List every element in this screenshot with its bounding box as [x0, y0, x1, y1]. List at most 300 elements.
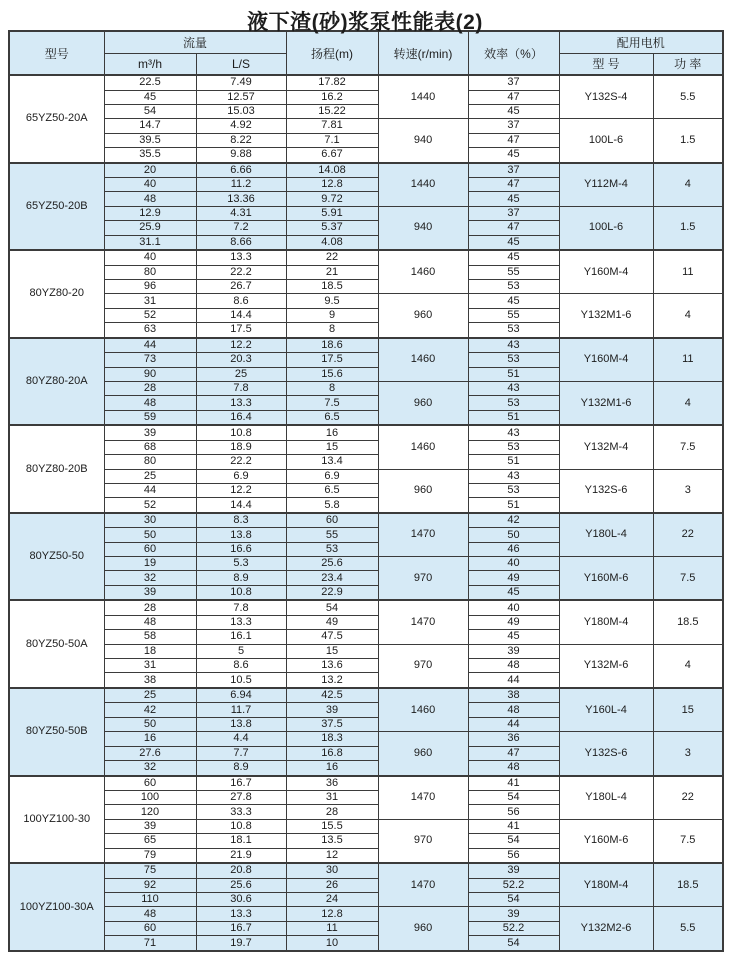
head-cell: 37.5 — [286, 717, 378, 731]
efficiency-cell: 45 — [468, 250, 559, 265]
flow-ls-cell: 16.6 — [196, 542, 286, 556]
head-cell: 15 — [286, 644, 378, 658]
flow-m3h-cell: 110 — [104, 892, 196, 906]
flow-m3h-cell: 42 — [104, 703, 196, 717]
head-cell: 24 — [286, 892, 378, 906]
efficiency-cell: 45 — [468, 148, 559, 163]
motor-power-cell: 4 — [653, 294, 723, 338]
flow-m3h-cell: 68 — [104, 440, 196, 454]
table-row — [9, 600, 723, 615]
speed-cell: 960 — [378, 732, 468, 776]
motor-power-cell: 15 — [653, 688, 723, 732]
motor-model-cell: Y132M-6 — [559, 644, 653, 688]
table-row — [9, 469, 723, 483]
head-cell: 12 — [286, 848, 378, 863]
motor-model-cell: Y160L-4 — [559, 688, 653, 732]
table-row — [9, 557, 723, 571]
efficiency-cell: 45 — [468, 585, 559, 600]
flow-ls-cell: 5.3 — [196, 557, 286, 571]
flow-m3h-cell: 38 — [104, 673, 196, 688]
efficiency-cell: 36 — [468, 732, 559, 746]
flow-ls-cell: 10.5 — [196, 673, 286, 688]
flow-ls-cell: 8.22 — [196, 133, 286, 147]
table-row — [9, 819, 723, 833]
efficiency-cell: 53 — [468, 323, 559, 338]
motor-power-cell: 1.5 — [653, 119, 723, 163]
flow-m3h-cell: 39 — [104, 425, 196, 440]
motor-model-cell: Y180L-4 — [559, 513, 653, 557]
table-row — [9, 644, 723, 658]
header-flow-ls: L/S — [196, 53, 286, 75]
flow-ls-cell: 18.1 — [196, 834, 286, 848]
head-cell: 15.5 — [286, 819, 378, 833]
flow-ls-cell: 14.4 — [196, 308, 286, 322]
efficiency-cell: 53 — [468, 483, 559, 497]
efficiency-cell: 47 — [468, 133, 559, 147]
motor-power-cell: 1.5 — [653, 206, 723, 250]
flow-m3h-cell: 39 — [104, 819, 196, 833]
head-cell: 15 — [286, 440, 378, 454]
head-cell: 15.6 — [286, 367, 378, 381]
flow-m3h-cell: 19 — [104, 557, 196, 571]
head-cell: 6.67 — [286, 148, 378, 163]
pump-model-cell: 80YZ80-20B — [9, 425, 104, 513]
head-cell: 5.91 — [286, 206, 378, 220]
motor-power-cell: 11 — [653, 250, 723, 294]
head-cell: 36 — [286, 776, 378, 791]
table-row — [9, 776, 723, 791]
flow-ls-cell: 8.9 — [196, 571, 286, 585]
pump-model-cell: 100YZ100-30 — [9, 776, 104, 864]
motor-model-cell: Y112M-4 — [559, 163, 653, 207]
motor-model-cell: Y160M-6 — [559, 557, 653, 601]
head-cell: 5.8 — [286, 498, 378, 513]
flow-ls-cell: 13.3 — [196, 250, 286, 265]
efficiency-cell: 45 — [468, 235, 559, 250]
efficiency-cell: 51 — [468, 455, 559, 469]
page-title: 液下渣(砂)浆泵性能表(2) — [247, 11, 483, 34]
flow-ls-cell: 12.2 — [196, 483, 286, 497]
head-cell: 55 — [286, 528, 378, 542]
head-cell: 9.5 — [286, 294, 378, 308]
head-cell: 7.5 — [286, 396, 378, 410]
flow-ls-cell: 16.4 — [196, 410, 286, 425]
flow-ls-cell: 5 — [196, 644, 286, 658]
table-row — [9, 381, 723, 395]
speed-cell: 1470 — [378, 863, 468, 907]
efficiency-cell: 56 — [468, 848, 559, 863]
flow-ls-cell: 16.1 — [196, 630, 286, 644]
head-cell: 13.6 — [286, 659, 378, 673]
header-efficiency: 效率（%） — [468, 31, 559, 75]
pump-performance-table — [8, 30, 724, 952]
speed-cell: 1460 — [378, 250, 468, 294]
motor-model-cell: 100L-6 — [559, 206, 653, 250]
pump-model-cell: 80YZ50-50A — [9, 600, 104, 688]
flow-m3h-cell: 40 — [104, 250, 196, 265]
motor-model-cell: Y160M-6 — [559, 819, 653, 863]
motor-model-cell: Y180M-4 — [559, 863, 653, 907]
header-motor: 配用电机 — [559, 31, 723, 53]
motor-power-cell: 7.5 — [653, 819, 723, 863]
head-cell: 16 — [286, 761, 378, 776]
head-cell: 13.4 — [286, 455, 378, 469]
head-cell: 8 — [286, 323, 378, 338]
head-cell: 7.81 — [286, 119, 378, 133]
table-row — [9, 425, 723, 440]
flow-ls-cell: 21.9 — [196, 848, 286, 863]
head-cell: 16.2 — [286, 90, 378, 104]
flow-m3h-cell: 60 — [104, 921, 196, 935]
table-row — [9, 513, 723, 528]
efficiency-cell: 51 — [468, 410, 559, 425]
head-cell: 53 — [286, 542, 378, 556]
pump-model-cell: 100YZ100-30A — [9, 863, 104, 951]
flow-m3h-cell: 96 — [104, 280, 196, 294]
motor-model-cell: Y132M1-6 — [559, 381, 653, 425]
flow-m3h-cell: 35.5 — [104, 148, 196, 163]
flow-ls-cell: 7.49 — [196, 75, 286, 90]
motor-model-cell: Y160M-4 — [559, 338, 653, 382]
head-cell: 28 — [286, 805, 378, 819]
flow-m3h-cell: 63 — [104, 323, 196, 338]
flow-m3h-cell: 27.6 — [104, 746, 196, 760]
efficiency-cell: 39 — [468, 863, 559, 878]
speed-cell: 940 — [378, 119, 468, 163]
flow-m3h-cell: 31 — [104, 659, 196, 673]
pump-model-cell: 80YZ80-20A — [9, 338, 104, 426]
flow-ls-cell: 7.8 — [196, 600, 286, 615]
head-cell: 17.5 — [286, 353, 378, 367]
motor-power-cell: 18.5 — [653, 863, 723, 907]
flow-ls-cell: 13.3 — [196, 396, 286, 410]
speed-cell: 1470 — [378, 513, 468, 557]
flow-ls-cell: 12.2 — [196, 338, 286, 353]
table-row — [9, 206, 723, 220]
efficiency-cell: 49 — [468, 615, 559, 629]
table-row — [9, 338, 723, 353]
flow-ls-cell: 25 — [196, 367, 286, 381]
flow-ls-cell: 16.7 — [196, 776, 286, 791]
speed-cell: 1440 — [378, 75, 468, 119]
efficiency-cell: 45 — [468, 192, 559, 206]
flow-m3h-cell: 14.7 — [104, 119, 196, 133]
flow-m3h-cell: 120 — [104, 805, 196, 819]
flow-m3h-cell: 48 — [104, 615, 196, 629]
flow-ls-cell: 13.8 — [196, 717, 286, 731]
head-cell: 6.5 — [286, 410, 378, 425]
head-cell: 30 — [286, 863, 378, 878]
header-head: 扬程(m) — [286, 31, 378, 75]
flow-ls-cell: 10.8 — [196, 425, 286, 440]
flow-m3h-cell: 30 — [104, 513, 196, 528]
flow-m3h-cell: 92 — [104, 878, 196, 892]
motor-power-cell: 4 — [653, 381, 723, 425]
pump-table-body — [9, 75, 723, 951]
flow-m3h-cell: 65 — [104, 834, 196, 848]
header-model: 型号 — [9, 31, 104, 75]
head-cell: 42.5 — [286, 688, 378, 703]
efficiency-cell: 37 — [468, 75, 559, 90]
header-flow-m3h: m³/h — [104, 53, 196, 75]
head-cell: 13.5 — [286, 834, 378, 848]
flow-ls-cell: 13.3 — [196, 907, 286, 921]
head-cell: 9 — [286, 308, 378, 322]
motor-model-cell: Y132M1-6 — [559, 294, 653, 338]
flow-m3h-cell: 20 — [104, 163, 196, 178]
flow-m3h-cell: 52 — [104, 498, 196, 513]
head-cell: 16.8 — [286, 746, 378, 760]
head-cell: 18.3 — [286, 732, 378, 746]
motor-power-cell: 18.5 — [653, 600, 723, 644]
motor-model-cell: Y160M-4 — [559, 250, 653, 294]
flow-m3h-cell: 50 — [104, 528, 196, 542]
flow-m3h-cell: 52 — [104, 308, 196, 322]
speed-cell: 1460 — [378, 688, 468, 732]
speed-cell: 1460 — [378, 425, 468, 469]
head-cell: 31 — [286, 791, 378, 805]
flow-ls-cell: 4.31 — [196, 206, 286, 220]
flow-m3h-cell: 48 — [104, 907, 196, 921]
head-cell: 4.08 — [286, 235, 378, 250]
header-motor-model: 型 号 — [559, 53, 653, 75]
table-row — [9, 907, 723, 921]
efficiency-cell: 53 — [468, 353, 559, 367]
efficiency-cell: 54 — [468, 791, 559, 805]
flow-m3h-cell: 60 — [104, 776, 196, 791]
flow-m3h-cell: 71 — [104, 936, 196, 951]
speed-cell: 1470 — [378, 600, 468, 644]
flow-ls-cell: 11.2 — [196, 178, 286, 192]
flow-ls-cell: 20.3 — [196, 353, 286, 367]
speed-cell: 1470 — [378, 776, 468, 820]
efficiency-cell: 52.2 — [468, 878, 559, 892]
head-cell: 16 — [286, 425, 378, 440]
head-cell: 47.5 — [286, 630, 378, 644]
flow-ls-cell: 16.7 — [196, 921, 286, 935]
head-cell: 14.08 — [286, 163, 378, 178]
flow-ls-cell: 22.2 — [196, 265, 286, 279]
flow-m3h-cell: 80 — [104, 265, 196, 279]
efficiency-cell: 41 — [468, 819, 559, 833]
flow-ls-cell: 7.2 — [196, 221, 286, 235]
flow-ls-cell: 8.66 — [196, 235, 286, 250]
motor-model-cell: 100L-6 — [559, 119, 653, 163]
flow-ls-cell: 6.9 — [196, 469, 286, 483]
table-row — [9, 75, 723, 90]
efficiency-cell: 54 — [468, 834, 559, 848]
efficiency-cell: 43 — [468, 469, 559, 483]
head-cell: 6.5 — [286, 483, 378, 497]
flow-ls-cell: 8.6 — [196, 294, 286, 308]
flow-ls-cell: 10.8 — [196, 585, 286, 600]
flow-ls-cell: 12.57 — [196, 90, 286, 104]
head-cell: 5.37 — [286, 221, 378, 235]
flow-ls-cell: 4.92 — [196, 119, 286, 133]
efficiency-cell: 45 — [468, 104, 559, 118]
flow-ls-cell: 13.8 — [196, 528, 286, 542]
flow-ls-cell: 13.36 — [196, 192, 286, 206]
flow-m3h-cell: 39 — [104, 585, 196, 600]
efficiency-cell: 43 — [468, 338, 559, 353]
flow-m3h-cell: 79 — [104, 848, 196, 863]
table-row — [9, 294, 723, 308]
head-cell: 18.5 — [286, 280, 378, 294]
header-flow: 流量 — [104, 31, 286, 53]
efficiency-cell: 50 — [468, 528, 559, 542]
head-cell: 6.9 — [286, 469, 378, 483]
flow-ls-cell: 4.4 — [196, 732, 286, 746]
motor-model-cell: Y132M-4 — [559, 425, 653, 469]
efficiency-cell: 55 — [468, 308, 559, 322]
flow-m3h-cell: 90 — [104, 367, 196, 381]
header-motor-power: 功 率 — [653, 53, 723, 75]
flow-m3h-cell: 25.9 — [104, 221, 196, 235]
flow-ls-cell: 7.7 — [196, 746, 286, 760]
efficiency-cell: 45 — [468, 630, 559, 644]
pump-model-cell: 80YZ50-50B — [9, 688, 104, 776]
efficiency-cell: 37 — [468, 119, 559, 133]
flow-m3h-cell: 18 — [104, 644, 196, 658]
flow-m3h-cell: 25 — [104, 469, 196, 483]
speed-cell: 970 — [378, 557, 468, 601]
efficiency-cell: 48 — [468, 761, 559, 776]
flow-ls-cell: 25.6 — [196, 878, 286, 892]
table-row — [9, 688, 723, 703]
motor-model-cell: Y132S-4 — [559, 75, 653, 119]
table-row — [9, 163, 723, 178]
flow-ls-cell: 20.8 — [196, 863, 286, 878]
efficiency-cell: 44 — [468, 673, 559, 688]
flow-m3h-cell: 44 — [104, 338, 196, 353]
flow-ls-cell: 8.6 — [196, 659, 286, 673]
table-row — [9, 863, 723, 878]
flow-m3h-cell: 28 — [104, 600, 196, 615]
flow-m3h-cell: 45 — [104, 90, 196, 104]
efficiency-cell: 40 — [468, 557, 559, 571]
head-cell: 13.2 — [286, 673, 378, 688]
motor-power-cell: 4 — [653, 163, 723, 207]
flow-ls-cell: 33.3 — [196, 805, 286, 819]
table-header — [9, 31, 723, 75]
flow-ls-cell: 18.9 — [196, 440, 286, 454]
flow-m3h-cell: 54 — [104, 104, 196, 118]
flow-ls-cell: 17.5 — [196, 323, 286, 338]
efficiency-cell: 37 — [468, 206, 559, 220]
motor-model-cell: Y132M2-6 — [559, 907, 653, 951]
flow-m3h-cell: 48 — [104, 396, 196, 410]
efficiency-cell: 39 — [468, 644, 559, 658]
head-cell: 39 — [286, 703, 378, 717]
speed-cell: 960 — [378, 294, 468, 338]
flow-m3h-cell: 75 — [104, 863, 196, 878]
speed-cell: 970 — [378, 644, 468, 688]
head-cell: 11 — [286, 921, 378, 935]
flow-ls-cell: 15.03 — [196, 104, 286, 118]
efficiency-cell: 51 — [468, 498, 559, 513]
efficiency-cell: 44 — [468, 717, 559, 731]
motor-model-cell: Y132S-6 — [559, 732, 653, 776]
efficiency-cell: 56 — [468, 805, 559, 819]
flow-m3h-cell: 48 — [104, 192, 196, 206]
head-cell: 17.82 — [286, 75, 378, 90]
head-cell: 54 — [286, 600, 378, 615]
flow-m3h-cell: 60 — [104, 542, 196, 556]
efficiency-cell: 54 — [468, 892, 559, 906]
motor-model-cell: Y180M-4 — [559, 600, 653, 644]
flow-ls-cell: 22.2 — [196, 455, 286, 469]
efficiency-cell: 52.2 — [468, 921, 559, 935]
efficiency-cell: 39 — [468, 907, 559, 921]
flow-ls-cell: 6.94 — [196, 688, 286, 703]
flow-m3h-cell: 44 — [104, 483, 196, 497]
flow-m3h-cell: 32 — [104, 761, 196, 776]
flow-m3h-cell: 59 — [104, 410, 196, 425]
head-cell: 21 — [286, 265, 378, 279]
efficiency-cell: 38 — [468, 688, 559, 703]
table-row — [9, 250, 723, 265]
efficiency-cell: 46 — [468, 542, 559, 556]
efficiency-cell: 41 — [468, 776, 559, 791]
flow-m3h-cell: 39.5 — [104, 133, 196, 147]
flow-m3h-cell: 100 — [104, 791, 196, 805]
motor-power-cell: 4 — [653, 644, 723, 688]
head-cell: 22 — [286, 250, 378, 265]
flow-ls-cell: 27.8 — [196, 791, 286, 805]
head-cell: 8 — [286, 381, 378, 395]
efficiency-cell: 43 — [468, 381, 559, 395]
flow-ls-cell: 11.7 — [196, 703, 286, 717]
head-cell: 9.72 — [286, 192, 378, 206]
motor-model-cell: Y132S-6 — [559, 469, 653, 513]
efficiency-cell: 47 — [468, 90, 559, 104]
motor-power-cell: 22 — [653, 776, 723, 820]
efficiency-cell: 48 — [468, 659, 559, 673]
speed-cell: 970 — [378, 819, 468, 863]
efficiency-cell: 42 — [468, 513, 559, 528]
flow-ls-cell: 13.3 — [196, 615, 286, 629]
motor-power-cell: 7.5 — [653, 557, 723, 601]
head-cell: 10 — [286, 936, 378, 951]
efficiency-cell: 55 — [468, 265, 559, 279]
flow-ls-cell: 6.66 — [196, 163, 286, 178]
motor-power-cell: 5.5 — [653, 75, 723, 119]
speed-cell: 940 — [378, 206, 468, 250]
head-cell: 22.9 — [286, 585, 378, 600]
efficiency-cell: 54 — [468, 936, 559, 951]
motor-power-cell: 3 — [653, 732, 723, 776]
efficiency-cell: 47 — [468, 221, 559, 235]
speed-cell: 960 — [378, 907, 468, 951]
efficiency-cell: 51 — [468, 367, 559, 381]
flow-ls-cell: 7.8 — [196, 381, 286, 395]
efficiency-cell: 45 — [468, 294, 559, 308]
efficiency-cell: 49 — [468, 571, 559, 585]
pump-model-cell: 65YZ50-20B — [9, 163, 104, 251]
head-cell: 25.6 — [286, 557, 378, 571]
efficiency-cell: 53 — [468, 280, 559, 294]
efficiency-cell: 40 — [468, 600, 559, 615]
efficiency-cell: 47 — [468, 746, 559, 760]
flow-ls-cell: 14.4 — [196, 498, 286, 513]
flow-m3h-cell: 80 — [104, 455, 196, 469]
flow-m3h-cell: 25 — [104, 688, 196, 703]
speed-cell: 1440 — [378, 163, 468, 207]
pump-model-cell: 80YZ50-50 — [9, 513, 104, 601]
speed-cell: 960 — [378, 381, 468, 425]
motor-power-cell: 11 — [653, 338, 723, 382]
head-cell: 15.22 — [286, 104, 378, 118]
